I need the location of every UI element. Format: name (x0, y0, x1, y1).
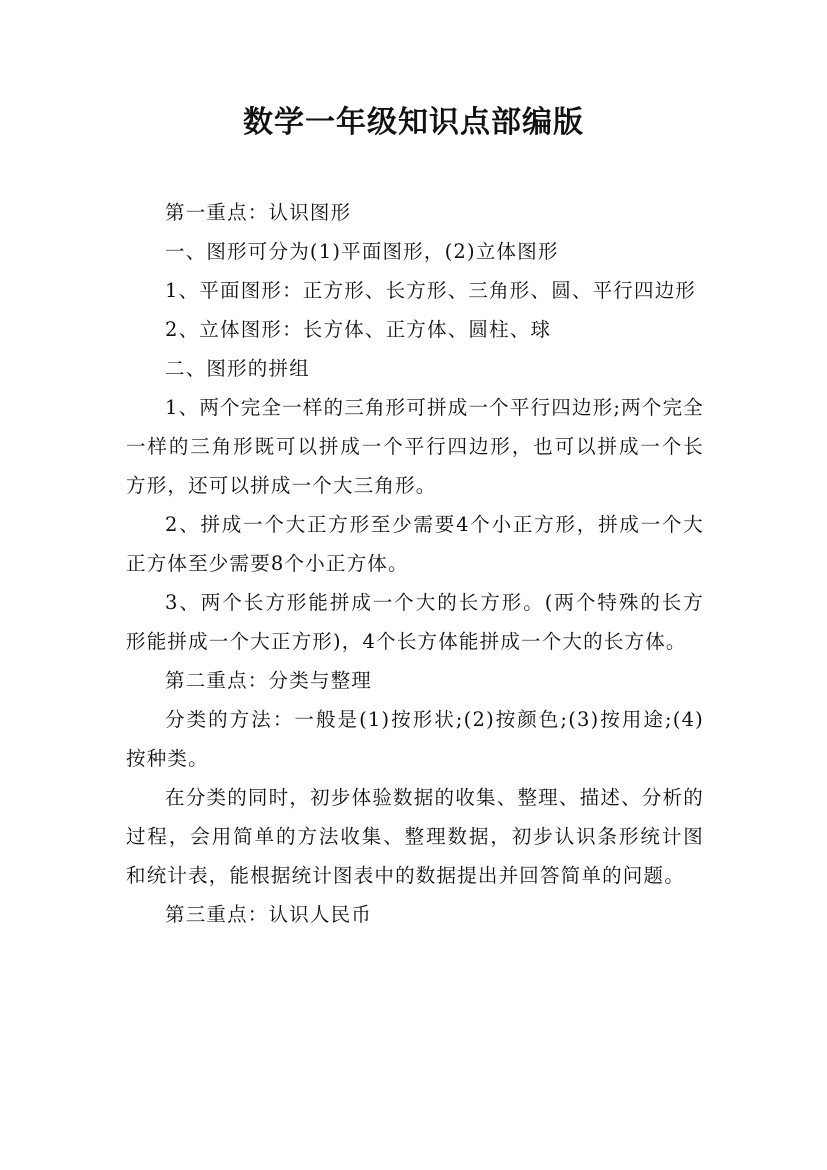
paragraph-shape-combination: 二、图形的拼组 (165, 357, 310, 380)
paragraph-data-collection: 在分类的同时，初步体验数据的收集、整理、描述、分析的过程，会用简单的方法收集、整理数据，初步认识条形统计图和统计表，能根据统计图表中的数据提出并回答简单的问题。 (126, 786, 704, 887)
paragraph-classification-methods: 分类的方法：一般是(1)按形状;(2)按颜色;(3)按用途;(4)按种类。 (126, 708, 704, 770)
paragraph-shape-types: 一、图形可分为(1)平面图形，(2)立体图形 (165, 240, 559, 263)
document-title: 数学一年级知识点部编版 (243, 105, 584, 140)
paragraph-squares-cubes: 2、拼成一个大正方形至少需要4个小正方形，拼成一个大正方体至少需要8个小正方体。 (126, 513, 704, 575)
document-body (126, 193, 704, 934)
section-heading-classification: 第二重点：分类与整理 (165, 669, 373, 692)
paragraph-triangles: 1、两个完全一样的三角形可拼成一个平行四边形;两个完全一样的三角形既可以拼成一个平行四边形，也可以拼成一个长方形，还可以拼成一个大三角形。 (126, 396, 704, 497)
paragraph-rectangles: 3、两个长方形能拼成一个大的长方形。(两个特殊的长方形能拼成一个大正方形)，4个长方体能拼成一个大的长方体。 (126, 591, 704, 653)
section-heading-currency: 第三重点：认识人民币 (165, 903, 373, 926)
paragraph-solid-shapes: 2、立体图形：长方体、正方体、圆柱、球 (165, 318, 552, 341)
section-heading-shapes: 第一重点：认识图形 (165, 201, 352, 224)
paragraph-plane-shapes: 1、平面图形：正方形、长方形、三角形、圆、平行四边形 (165, 279, 697, 302)
